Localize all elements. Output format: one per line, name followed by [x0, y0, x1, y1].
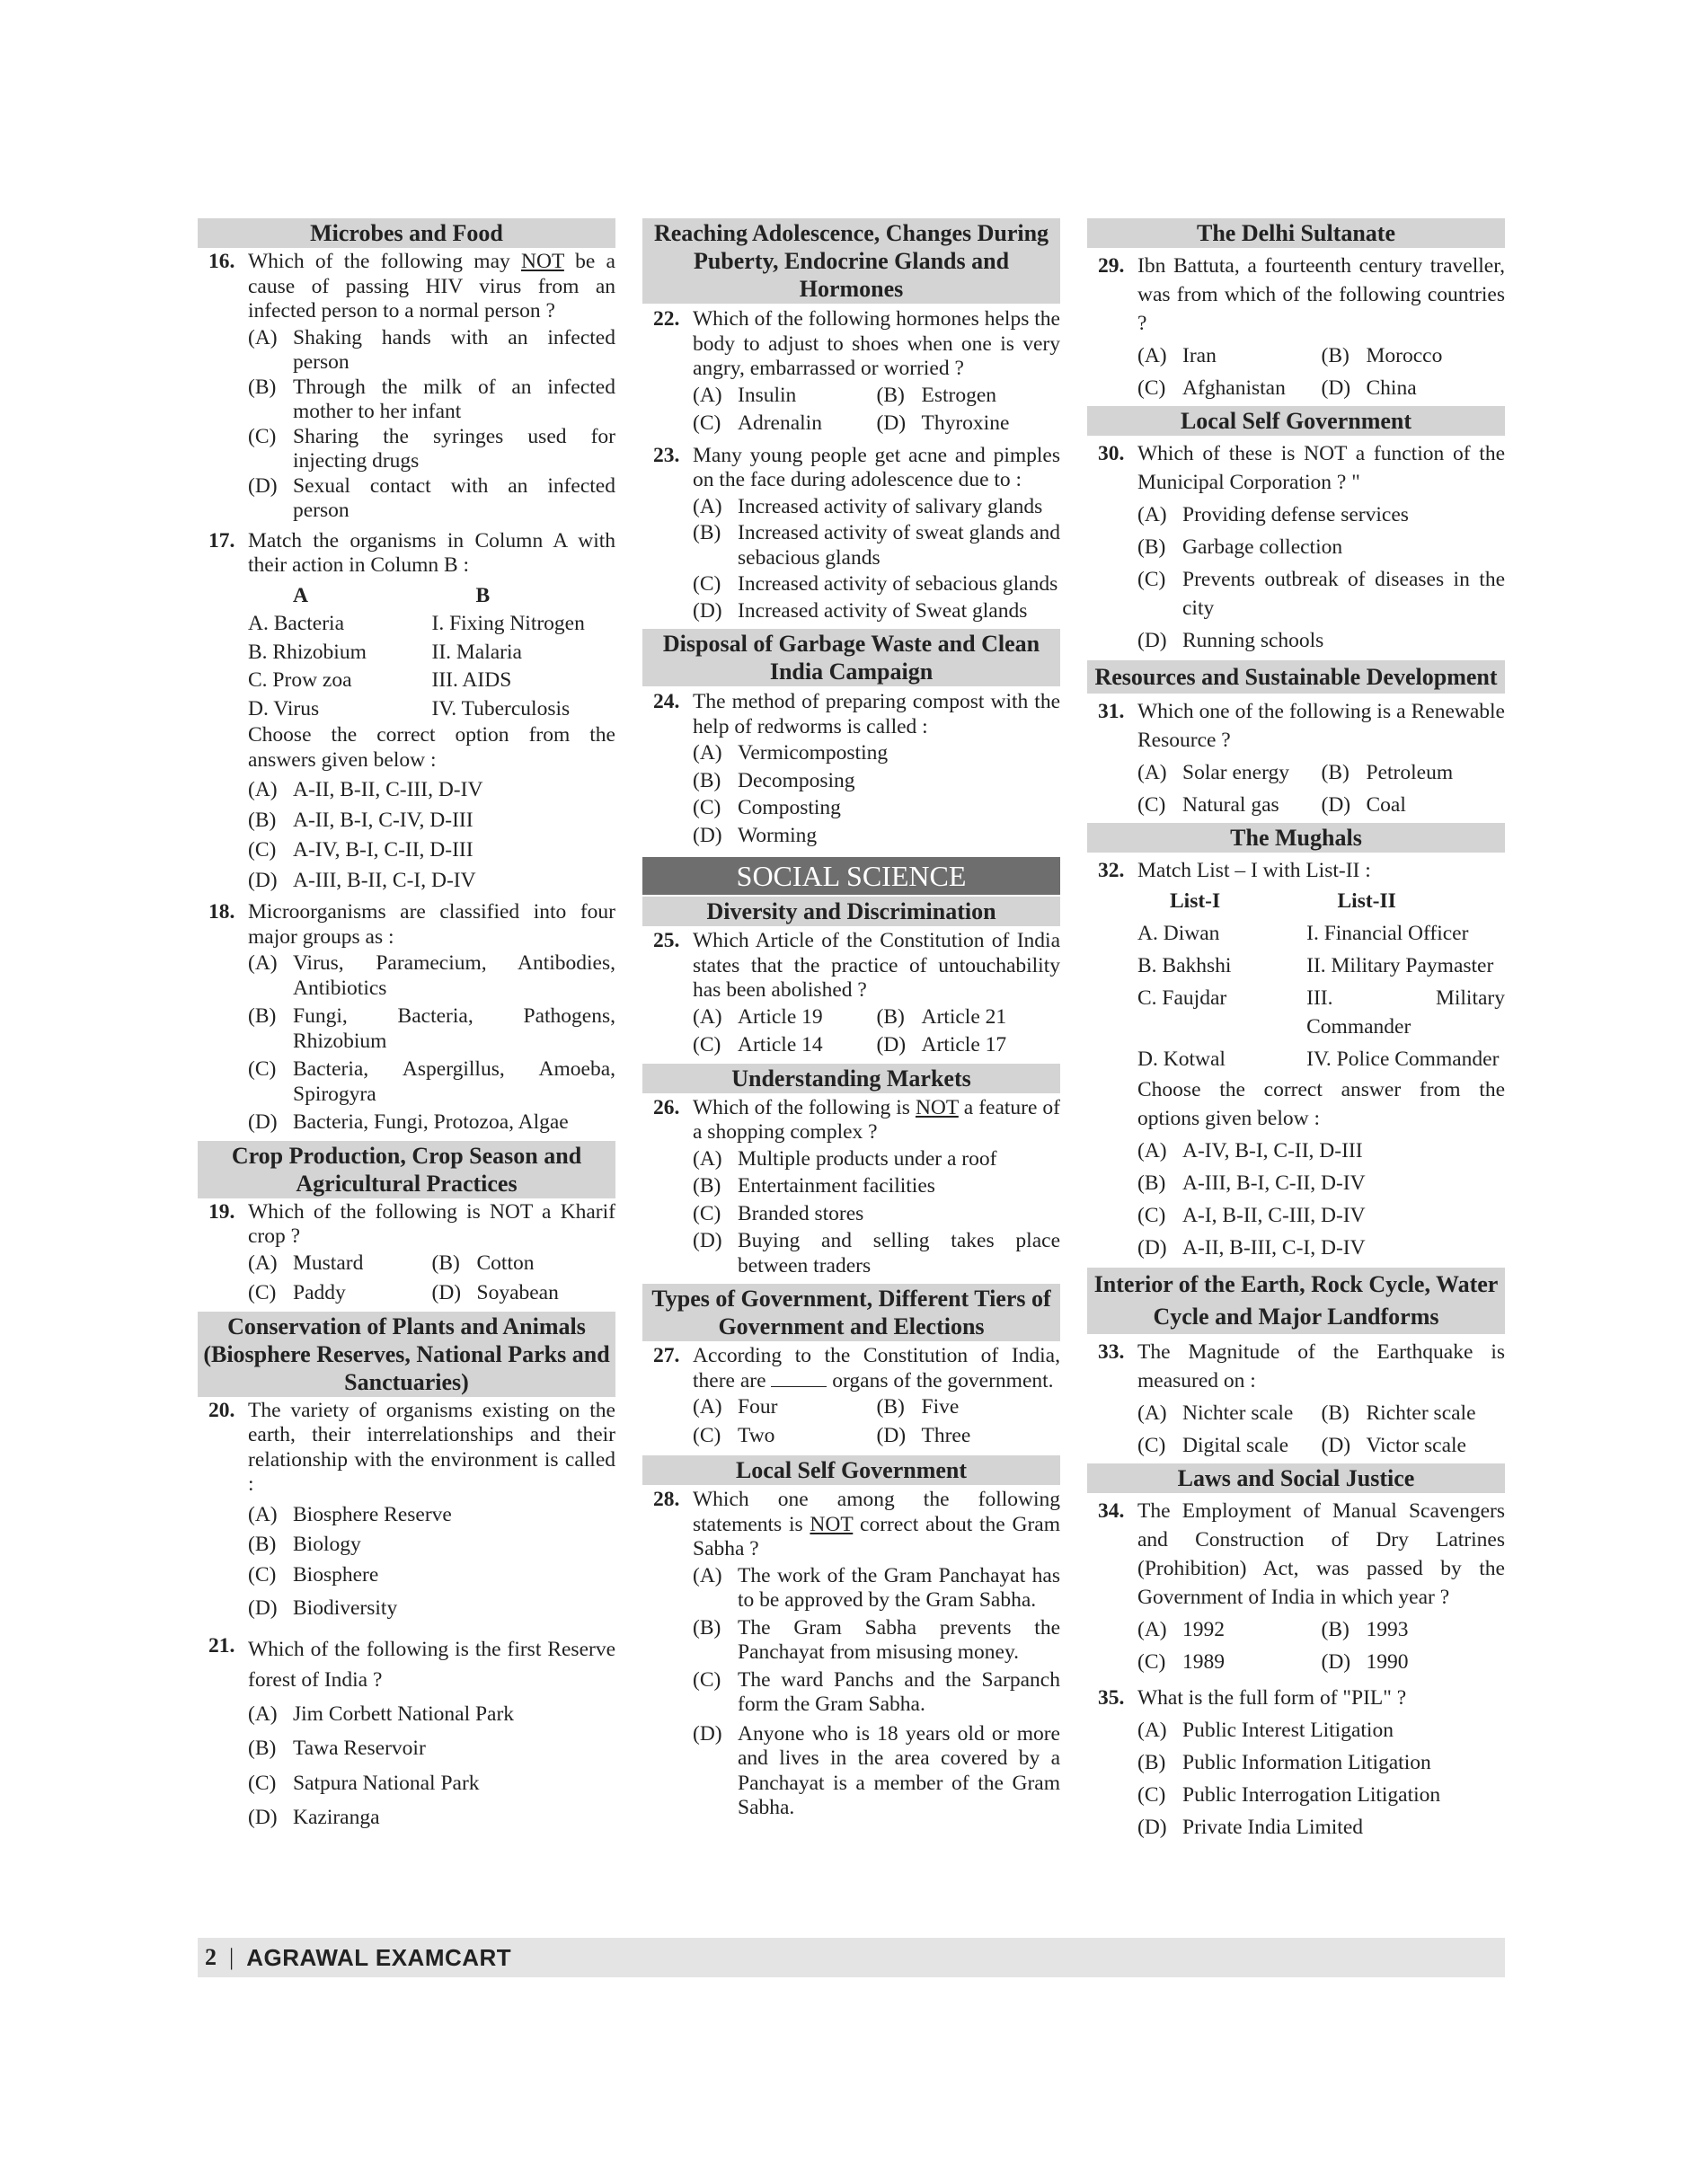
section-heading: Local Self Government [1087, 406, 1505, 436]
option: (A) Vermicomposting [693, 741, 889, 765]
question-29 [1087, 252, 1505, 402]
option-row: (A) Article 19 (B) Article 21 [693, 1004, 1007, 1029]
option-row: (C) Two (D) Three [693, 1423, 971, 1447]
option: (D) Sexual contact with an infected person [248, 473, 615, 522]
section-heading: Interior of the Earth, Rock Cycle, Water Cycle and Major Landforms [1087, 1268, 1505, 1334]
question-number: 33. [1098, 1340, 1125, 1364]
option: (C) Composting [693, 796, 841, 819]
option: (A) Virus, Paramecium, Antibodies, Antibiotics [248, 951, 615, 1000]
section-heading: Laws and Social Justice [1087, 1463, 1505, 1493]
question-text: The Employment of Manual Scavengers and Construction of Dry Latrines (Prohibition) Act, was passed by the Government of India in which year ? [1137, 1499, 1505, 1609]
option-row: (C) Adrenalin (D) Thyroxine [693, 411, 1010, 435]
option: (D) A-III, B-II, C-I, D-IV [248, 868, 476, 892]
section-heading: Conservation of Plants and Animals (Biosphere Reserves, National Parks and Sanctuaries) [198, 1312, 615, 1397]
option-row: (C) Article 14 (D) Article 17 [693, 1033, 1007, 1056]
option: (C) A-IV, B-I, C-II, D-III [248, 838, 473, 862]
option: (D) Biodiversity [248, 1596, 398, 1620]
option: (C) Sharing the syringes used for injecting drugs [248, 424, 615, 473]
option: (B) Tawa Reservoir [248, 1737, 426, 1760]
option: (C) Satpura National Park [248, 1771, 480, 1795]
question-text: Which one among the following statements is NOT correct about the Gram Sabha ? [693, 1488, 1060, 1560]
question-text: Which of the following hormones helps the body to adjust to shoes when one is very angry, embarrassed or worried ? [693, 307, 1060, 380]
question-number: 28. [653, 1488, 680, 1511]
question-text: Which of the following is NOT a Kharif crop ? [248, 1199, 615, 1248]
option: (B) Through the milk of an infected mother to her infant [248, 375, 615, 423]
match-table: A B A. Bacteria I. Fixing Nitrogen B. Rhizobium II. Malaria C. Prow zoa III. AIDS D. Virus IV. Tuberculosis [248, 583, 585, 720]
section-heading: Resources and Sustainable Development [1087, 660, 1505, 694]
question-text: Which Article of the Constitution of India states that the practice of untouchability has been abolished ? [693, 929, 1060, 1002]
option: (A) Public Interest Litigation [1137, 1719, 1394, 1742]
question-number: 31. [1098, 700, 1125, 723]
option: (C) The ward Panchs and the Sarpanch form the Gram Sabha. [693, 1667, 1060, 1716]
question-30 [1087, 439, 1505, 655]
option: (A) Shaking hands with an infected person [248, 325, 615, 374]
question-number: 21. [208, 1633, 235, 1658]
section-heading: Local Self Government [642, 1455, 1060, 1485]
question-number: 26. [653, 1095, 680, 1119]
question-27 [642, 1344, 1060, 1448]
question-instruction: Choose the correct option from the answers given below : [248, 723, 615, 772]
option: (D) A-II, B-III, C-I, D-IV [1137, 1236, 1366, 1260]
option: (B) A-II, B-I, C-IV, D-III [248, 808, 473, 832]
question-number: 35. [1098, 1686, 1125, 1710]
column-1 [198, 218, 615, 1831]
option: (B) Increased activity of sweat glands and sebacious glands [693, 521, 1060, 570]
option-row: (C) Paddy (D) Soyabean [248, 1281, 559, 1304]
option: (B) Garbage collection [1137, 535, 1343, 559]
brand-logo: AGRAWAL EXAMCART [246, 1943, 512, 1971]
subject-heading: SOCIAL SCIENCE [642, 857, 1060, 895]
option: (B) Entertainment facilities [693, 1174, 935, 1198]
question-text: According to the Constitution of India, there are organs of the government. [693, 1344, 1060, 1392]
question-text: Which one of the following is a Renewable Resource ? [1137, 700, 1505, 752]
column-2 [642, 218, 1060, 1821]
question-text: The method of preparing compost with the help of redworms is called : [693, 690, 1060, 738]
question-text: Which of the following is the first Reserve forest of India ? [248, 1637, 615, 1692]
option: (B) Biology [248, 1533, 361, 1556]
column-3 [1087, 218, 1505, 1842]
question-26 [642, 1096, 1060, 1279]
option: (D) Anyone who is 18 years old or more and lives in the area covered by a Panchayat is a member of the Gram Sabha. [693, 1721, 1060, 1819]
option-row: (A) Four (B) Five [693, 1395, 960, 1419]
option-row: (A) Nichter scale (B) Richter scale [1137, 1401, 1476, 1425]
option-row: (A) Solar energy (B) Petroleum [1137, 761, 1454, 784]
question-24 [642, 690, 1060, 848]
question-33 [1087, 1338, 1505, 1460]
section-heading: Diversity and Discrimination [642, 897, 1060, 926]
option: (D) Buying and selling takes place between traders [693, 1229, 1060, 1277]
section-heading: Types of Government, Different Tiers of Government and Elections [642, 1284, 1060, 1341]
question-number: 17. [208, 528, 235, 553]
option: (D) Kaziranga [248, 1806, 380, 1829]
question-number: 25. [653, 929, 680, 952]
match-table: List-I List-II A. Diwan I. Financial Officer B. Bakhshi II. Military Paymaster C. Faujdar III. Military Commander D. Kotwal IV. Police Commander [1137, 889, 1505, 1071]
option-row: (C) 1989 (D) 1990 [1137, 1650, 1409, 1674]
page-number: 2 [205, 1944, 217, 1970]
option-row: (C) Digital scale (D) Victor scale [1137, 1434, 1466, 1457]
question-number: 24. [653, 690, 680, 713]
question-31 [1087, 697, 1505, 819]
option: (A) Multiple products under a roof [693, 1146, 997, 1171]
question-text: What is the full form of "PIL" ? [1137, 1686, 1407, 1710]
question-number: 22. [653, 307, 680, 331]
question-text: The variety of organisms existing on the earth, their interrelationships and their relationship with the environment is called : [248, 1398, 615, 1496]
question-34 [1087, 1497, 1505, 1676]
section-heading: Crop Production, Crop Season and Agricultural Practices [198, 1141, 615, 1198]
page-footer [198, 1938, 1505, 1977]
option: (B) A-III, B-I, C-II, D-IV [1137, 1171, 1366, 1195]
section-heading: Understanding Markets [642, 1064, 1060, 1093]
option: (A) Biosphere Reserve [248, 1502, 452, 1526]
option-row: (A) 1992 (B) 1993 [1137, 1618, 1409, 1641]
option-row: (A) Mustard (B) Cotton [248, 1251, 535, 1275]
question-text: Microorganisms are classified into four major groups as : [248, 900, 615, 949]
question-text: Ibn Battuta, a fourteenth century traveller, was from which of the following countries ? [1137, 254, 1505, 335]
question-number: 30. [1098, 442, 1125, 465]
option-row: (A) Iran (B) Morocco [1137, 344, 1443, 367]
section-heading: Microbes and Food [198, 218, 615, 248]
question-text: Which of these is NOT a function of the Municipal Corporation ? " [1137, 442, 1505, 494]
option: (A) A-IV, B-I, C-II, D-III [1137, 1139, 1363, 1162]
option: (C) Prevents outbreak of diseases in the city [1137, 568, 1505, 620]
question-35 [1087, 1684, 1505, 1842]
option-row: (C) Afghanistan (D) China [1137, 376, 1417, 400]
option: (D) Increased activity of Sweat glands [693, 598, 1028, 623]
option: (D) Private India Limited [1137, 1816, 1364, 1839]
option: (A) Providing defense services [1137, 503, 1409, 526]
question-28 [642, 1488, 1060, 1821]
question-number: 18. [208, 900, 235, 924]
question-number: 34. [1098, 1499, 1125, 1523]
question-number: 16. [208, 250, 235, 273]
option: (B) Public Information Litigation [1137, 1751, 1431, 1774]
option: (A) A-II, B-II, C-III, D-IV [248, 778, 483, 801]
question-17 [198, 529, 615, 894]
question-number: 23. [653, 443, 680, 467]
option: (C) Increased activity of sebacious glands [693, 572, 1058, 596]
option: (D) Worming [693, 823, 818, 847]
question-32 [1087, 856, 1505, 1262]
option: (B) Fungi, Bacteria, Pathogens, Rhizobium [248, 1004, 615, 1053]
question-number: 27. [653, 1344, 680, 1367]
question-text: Which of the following is NOT a feature of a shopping complex ? [693, 1095, 1061, 1144]
question-text: Match List – I with List-II : [1137, 859, 1371, 882]
section-heading: The Delhi Sultanate [1087, 218, 1505, 248]
option: (C) Public Interrogation Litigation [1137, 1783, 1441, 1807]
option: (D) Bacteria, Fungi, Protozoa, Algae [248, 1110, 569, 1134]
question-text: Which of the following may NOT be a cause of passing HIV virus from an infected person to a normal person ? [248, 250, 615, 323]
footer-separator: | [229, 1944, 235, 1970]
option: (C) A-I, B-II, C-III, D-IV [1137, 1204, 1366, 1227]
question-number: 20. [208, 1398, 235, 1422]
question-19 [198, 1200, 615, 1306]
question-text: Match the organisms in Column A with their action in Column B : [248, 528, 615, 577]
question-text: The Magnitude of the Earthquake is measured on : [1137, 1340, 1505, 1392]
question-number: 29. [1098, 254, 1125, 278]
question-25 [642, 929, 1060, 1058]
section-heading: Reaching Adolescence, Changes During Puberty, Endocrine Glands and Hormones [642, 218, 1060, 304]
option: (B) The Gram Sabha prevents the Panchayat from misusing money. [693, 1615, 1060, 1664]
question-20 [198, 1399, 615, 1622]
question-21 [198, 1634, 615, 1831]
option: (A) Jim Corbett National Park [248, 1702, 515, 1726]
option: (C) Branded stores [693, 1201, 864, 1225]
section-heading: The Mughals [1087, 823, 1505, 853]
question-instruction: Choose the correct answer from the options given below : [1137, 1078, 1505, 1130]
question-number: 19. [208, 1199, 235, 1224]
option: (C) Bacteria, Aspergillus, Amoeba, Spirogyra [248, 1057, 615, 1106]
question-16 [198, 250, 615, 524]
question-text: Many young people get acne and pimples on the face during adolescence due to : [693, 443, 1060, 491]
option-row: (A) Insulin (B) Estrogen [693, 383, 997, 407]
question-22 [642, 307, 1060, 437]
option: (D) Running schools [1137, 629, 1324, 652]
option: (A) The work of the Gram Panchayat has to be approved by the Gram Sabha. [693, 1563, 1060, 1612]
option: (C) Biosphere [248, 1562, 379, 1587]
question-23 [642, 444, 1060, 624]
option: (A) Increased activity of salivary glands [693, 494, 1043, 518]
question-18 [198, 900, 615, 1136]
section-heading: Disposal of Garbage Waste and Clean India Campaign [642, 629, 1060, 686]
option-row: (C) Natural gas (D) Coal [1137, 793, 1406, 817]
fill-in-blank [771, 1370, 827, 1387]
question-number: 32. [1098, 859, 1125, 882]
option: (B) Decomposing [693, 768, 855, 792]
